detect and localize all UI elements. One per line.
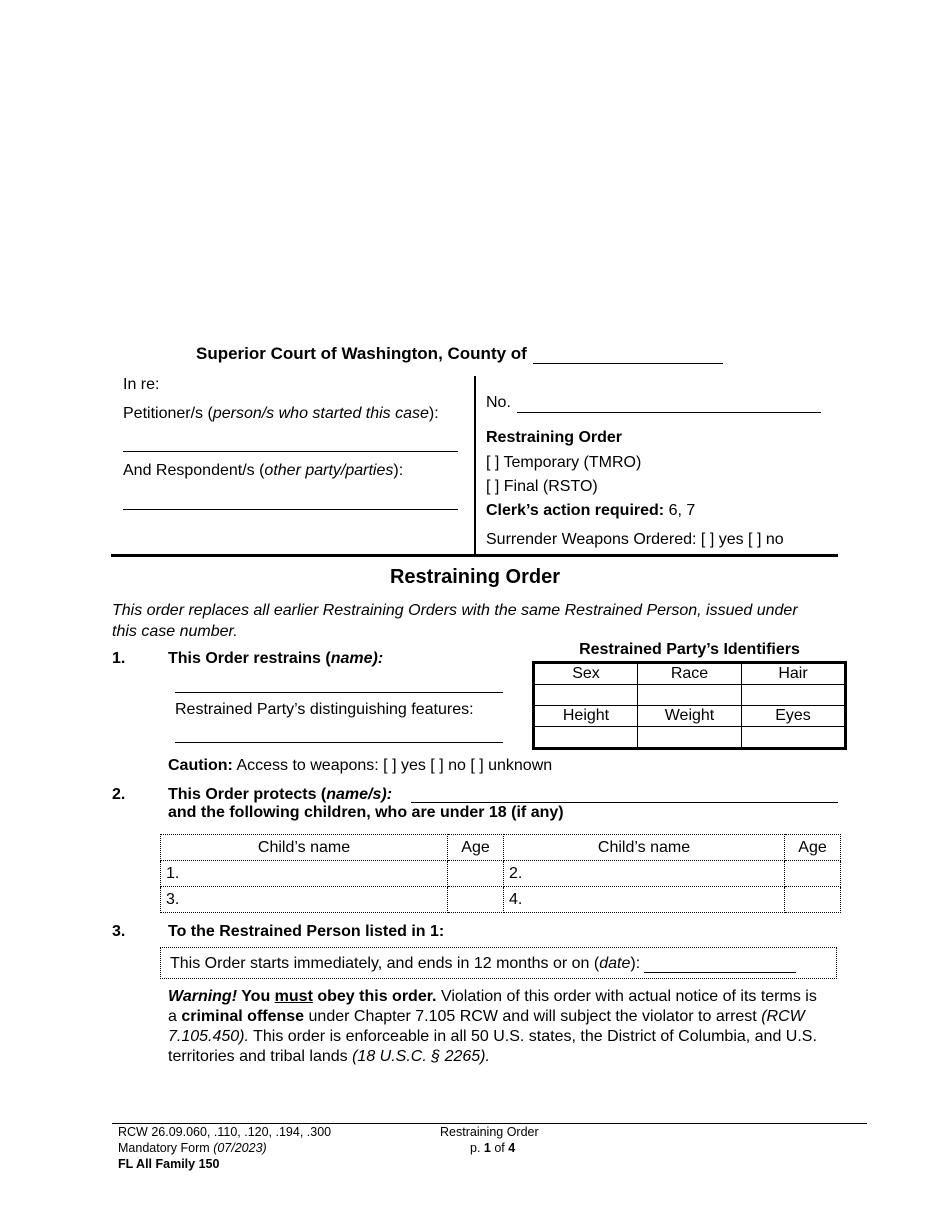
replaces-note: This order replaces all earlier Restraining Orders with the same Restrained Person, issued under this case number. [112,602,798,640]
ident-header-height: Height [534,706,638,727]
ident-weight-field[interactable] [638,727,742,749]
county-field[interactable] [533,345,723,364]
features-label: Restrained Party’s distinguishing features: [175,701,474,718]
footer-doc-name: Restraining Order [440,1125,539,1139]
child-age-header: Age [448,835,504,861]
page-title: Restraining Order [389,566,561,588]
child-1-age[interactable] [448,861,504,887]
footer-rcw: RCW 26.09.060, .110, .120, .194, .300 [118,1125,332,1139]
protected-name-field[interactable] [411,802,838,803]
features-field[interactable] [175,742,503,743]
ident-sex-field[interactable] [534,685,638,706]
section-3-number: 3. [112,923,126,940]
respondent-field[interactable] [123,509,458,510]
caption-divider-horizontal [111,554,838,557]
ident-hair-field[interactable] [742,685,846,706]
section-1-number: 1. [112,650,126,667]
child-name-header: Child’s name [161,835,448,861]
child-3-name[interactable]: 3. [161,887,448,913]
children-table [160,834,841,913]
ident-header-race: Race [638,663,742,685]
respondent-label: And Respondent/s (other party/parties): [123,462,404,479]
child-name-header: Child’s name [504,835,785,861]
caution-line[interactable]: Caution: Access to weapons: [ ] yes [ ] no [ ] unknown [168,757,553,774]
child-3-age[interactable] [448,887,504,913]
section-2-number: 2. [112,786,126,803]
caption-divider-vertical [474,376,476,554]
identifiers-table [532,661,847,750]
ident-header-weight: Weight [638,706,742,727]
petitioner-label: Petitioner/s (person/s who started this case): [123,405,439,422]
footer-mandatory: Mandatory Form (07/2023) [118,1141,267,1155]
end-date-field[interactable] [644,956,796,973]
order-duration-box: This Order starts immediately, and ends in 12 months or on (date): [160,947,837,979]
case-number-label: No. [486,394,511,411]
identifiers-title: Restrained Party’s Identifiers [579,641,800,658]
court-label: Superior Court of Washington, County of [196,344,527,363]
section-1-label: This Order restrains (name): [168,650,384,667]
child-4-age[interactable] [785,887,841,913]
case-number-field[interactable] [517,412,821,413]
child-2-name[interactable]: 2. [504,861,785,887]
surrender-weapons[interactable]: Surrender Weapons Ordered: [ ] yes [ ] no [486,531,784,548]
final-checkbox[interactable]: [ ] Final (RSTO) [486,478,598,495]
child-2-age[interactable] [785,861,841,887]
warning-paragraph: Warning! You must obey this order. Violation of this order with actual notice of its terms is a criminal offense under Chapter 7.105 RCW and will subject the violator to arrest (RCW 7.105.450). This order is enforceable in all 50 U.S. states, the District of Columbia, and U.S. territories and tribal lands (18 U.S.C. § 2265). [168,988,817,1065]
ident-header-eyes: Eyes [742,706,846,727]
ident-eyes-field[interactable] [742,727,846,749]
ident-header-sex: Sex [534,663,638,685]
child-age-header: Age [785,835,841,861]
footer-page: p. 1 of 4 [470,1141,516,1155]
caption-order-title: Restraining Order [486,429,623,446]
child-1-name[interactable]: 1. [161,861,448,887]
ident-height-field[interactable] [534,727,638,749]
section-3-label: To the Restrained Person listed in 1: [168,923,445,940]
child-4-name[interactable]: 4. [504,887,785,913]
court-heading [196,344,723,364]
clerk-action: Clerk’s action required: 6, 7 [486,502,696,519]
restrained-name-field[interactable] [175,692,503,693]
temporary-checkbox[interactable]: [ ] Temporary (TMRO) [486,454,642,471]
ident-header-hair: Hair [742,663,846,685]
footer-center [440,1124,539,1156]
footer-form-id: FL All Family 150 [118,1157,220,1171]
in-re-label: In re: [123,376,160,393]
footer-left [118,1124,331,1172]
petitioner-field[interactable] [123,451,458,452]
section-2-label: This Order protects (name/s): [168,786,393,803]
ident-race-field[interactable] [638,685,742,706]
children-label: and the following children, who are under 18 (if any) [168,804,564,821]
